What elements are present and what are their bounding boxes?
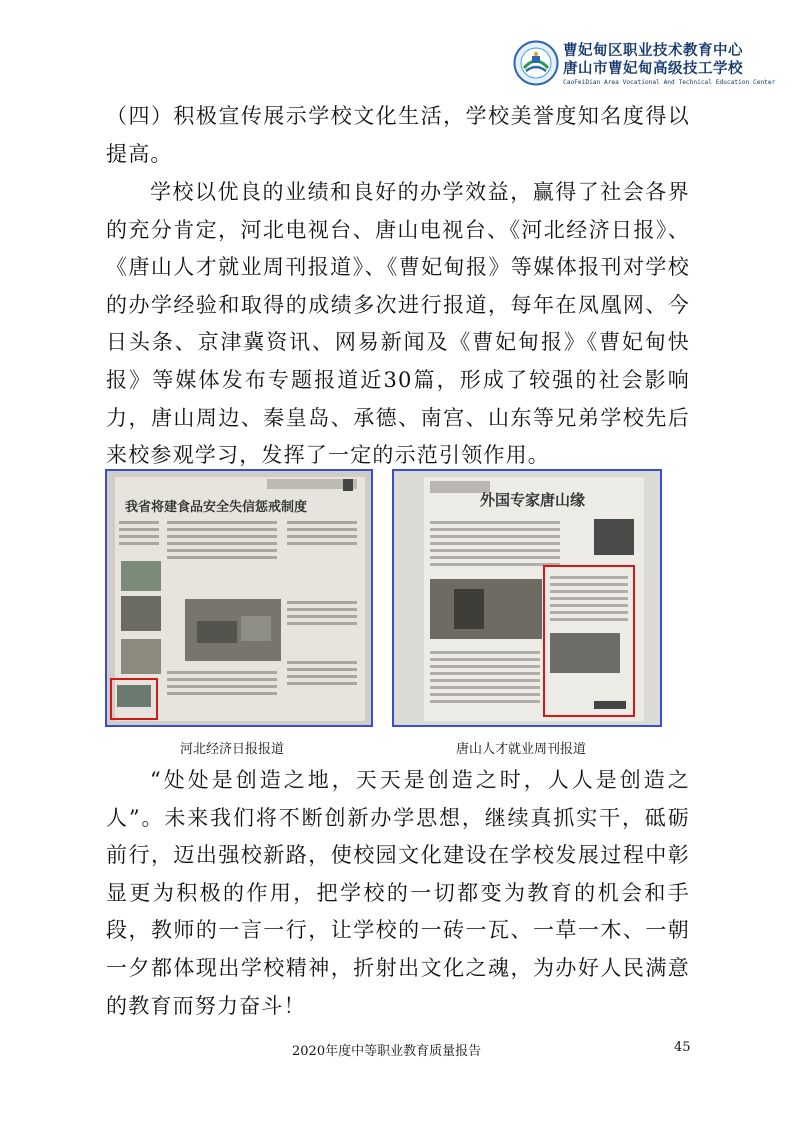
footer-report-title: 2020年度中等职业教育质量报告 <box>292 1044 482 1059</box>
paragraph-future-outlook: “处处是创造之地，天天是创造之时，人人是创造之人”。未来我们将不断创新办学思想，继续真抓实干，砥砺前行，迈出强校新路，使校园文化建设在学校发展过程中彰显更为积极的作用，把学校的一切都变为教育的机会和手段，教师的一言一行，让学校的一砖一瓦、一草一木、一朝一夕都体现出学校精神，折射出文化之魂，为办好人民满意的教育而努力奋斗！ <box>106 768 690 1018</box>
headline-text: 外国专家唐山缘 <box>480 491 586 509</box>
school-emblem-icon <box>513 40 559 86</box>
section-heading: （四）积极宣传展示学校文化生活，学校美誉度知名度得以提高。 <box>106 104 690 166</box>
page-number: 45 <box>674 1040 691 1055</box>
caption-hebei-economic-daily: 河北经济日报报道 <box>180 742 285 757</box>
caption-tangshan-talent-weekly: 唐山人才就业周刊报道 <box>456 742 587 757</box>
newspaper-photo-hebei <box>105 469 373 727</box>
headline-text: 我省将建食品安全失信惩戒制度 <box>125 500 308 515</box>
newspaper-photo-tangshan <box>392 469 662 727</box>
school-name-cn-alt: 唐山市曹妃甸高级技工学校 <box>563 61 743 77</box>
school-name-cn: 曹妃甸区职业技术教育中心 <box>563 43 743 59</box>
school-header <box>563 42 778 87</box>
school-name-en: CaoFeiDian Area Vocational And Technical Education Center <box>563 79 776 86</box>
paragraph-media-coverage: 学校以优良的业绩和良好的办学效益，赢得了社会各界的充分肯定，河北电视台、唐山电视台、《河北经济日报》、《唐山人才就业周刊报道》、《曹妃甸报》等媒体报刊对学校的办学经验和取得的成绩多次进行报道，每年在凤凰网、今日头条、京津冀资讯、网易新闻及《曹妃甸报》《曹妃甸快报》等媒体发布专题报道近30篇，形成了较强的社会影响力，唐山周边、秦皇岛、承德、南宫、山东等兄弟学校先后来校参观学习，发挥了一定的示范引领作用。 <box>106 180 690 468</box>
